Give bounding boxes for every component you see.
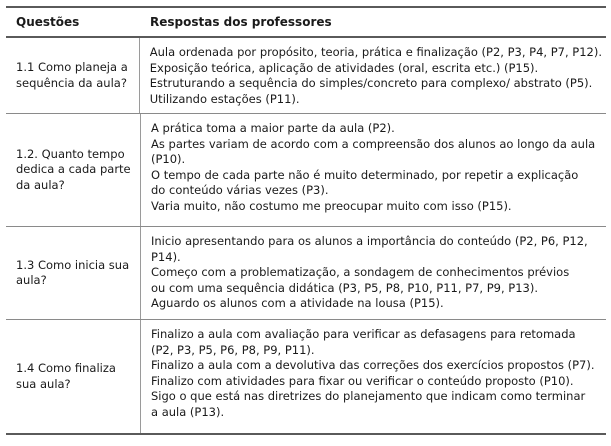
question-line: dedica a cada parte xyxy=(16,162,131,177)
question-cell xyxy=(6,114,140,226)
answer-line: Estruturando a sequência do simples/concreto para complexo/ abstrato (P5). xyxy=(149,76,593,90)
answer-line: ou com uma sequência didática (P3, P5, P8, P10, P11, P7, P9, P13). xyxy=(151,280,538,295)
responses-table xyxy=(6,6,606,435)
answer-cell xyxy=(139,38,606,113)
answer-line: As partes variam de acordo com a compreensão dos alunos ao longo da aula xyxy=(151,136,596,151)
answer-line: Exposição teórica, aplicação de atividades (oral, escrita etc.) (P15). xyxy=(149,60,539,75)
question-line: 1.3 Como inicia sua xyxy=(16,257,130,272)
question-line: aula? xyxy=(16,273,47,287)
question-line: 1.2. Quanto tempo xyxy=(16,146,125,161)
answer-line: a aula (P13). xyxy=(151,404,225,419)
answer-line: Finalizo a aula com a devolutiva das correções dos exercícios propostos (P7). xyxy=(151,358,595,372)
answer-line: Utilizando estações (P11). xyxy=(149,91,300,106)
answer-line: A prática toma a maior parte da aula (P2). xyxy=(151,121,395,135)
answer-line: P14). xyxy=(151,249,181,264)
answer-line: Sigo o que está nas diretrizes do planejamento que indicam como terminar xyxy=(151,389,586,403)
header-answers: Respostas dos professores xyxy=(150,15,332,29)
answer-line: Finalizo a aula com avaliação para verificar as defasagens para retomada xyxy=(151,327,576,341)
answer-line: do conteúdo várias vezes (P3). xyxy=(151,183,329,197)
table-row xyxy=(6,38,606,113)
answer-line: O tempo de cada parte não é muito determinado, por repetir a explicação xyxy=(151,167,579,182)
answer-line: (P10). xyxy=(151,152,186,166)
answer-line: Aguardo os alunos com a atividade na lousa (P15). xyxy=(151,296,444,310)
answer-line: Começo com a problematização, a sondagem de conhecimentos prévios xyxy=(151,265,570,279)
table-header-row xyxy=(6,8,606,36)
question-cell xyxy=(6,227,140,319)
answer-line: Varia muito, não costumo me preocupar muito com isso (P15). xyxy=(151,198,512,213)
answer-cell xyxy=(140,320,606,433)
question-cell xyxy=(6,320,140,433)
question-line: da aula? xyxy=(16,177,65,192)
answer-cell xyxy=(140,227,606,319)
table-row xyxy=(6,227,606,319)
question-line: sua aula? xyxy=(16,376,71,391)
question-line: 1.1 Como planeja a xyxy=(16,60,128,74)
answer-cell xyxy=(140,114,606,226)
header-questions: Questões xyxy=(16,15,80,29)
table-row xyxy=(6,320,606,433)
answer-line: Finalizo com atividades para fixar ou verificar o conteúdo proposto (P10). xyxy=(151,373,574,388)
answer-line: (P2, P3, P5, P6, P8, P9, P11). xyxy=(151,342,315,357)
table-bottom-rule xyxy=(6,433,606,435)
question-line: 1.4 Como finaliza xyxy=(16,361,116,375)
question-line: sequência da aula? xyxy=(16,75,127,90)
table-row xyxy=(6,114,606,226)
answer-line: Inicio apresentando para os alunos a importância do conteúdo (P2, P6, P12, xyxy=(151,234,588,248)
question-cell xyxy=(6,38,139,113)
answer-line: Aula ordenada por propósito, teoria, prática e finalização (P2, P3, P4, P7, P12). xyxy=(149,45,602,59)
